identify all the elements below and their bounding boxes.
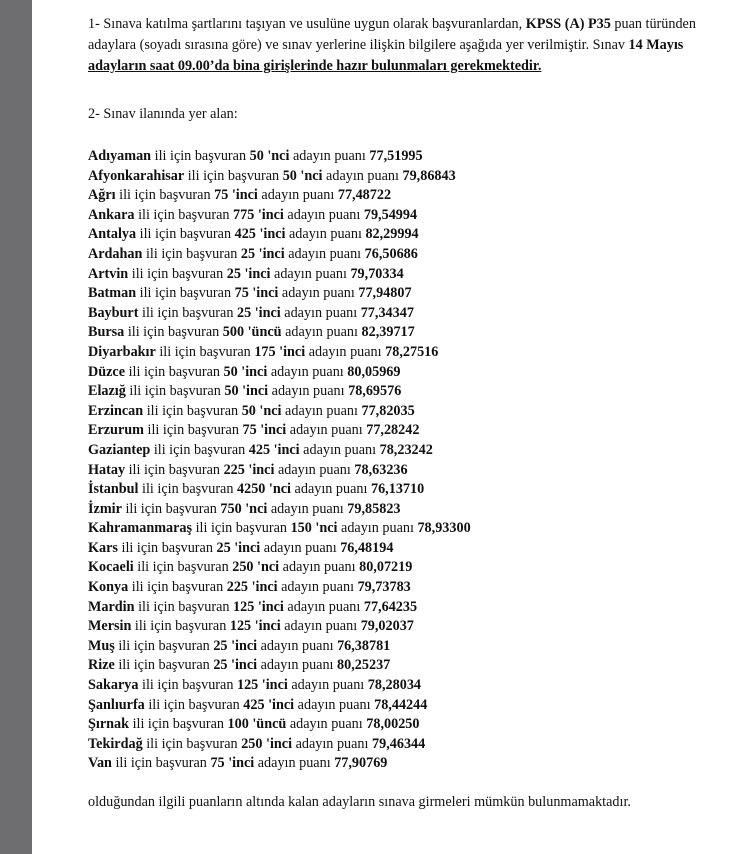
list-item: Ağrı ili için başvuran 75 'inci adayın puanı 77,48722 <box>88 187 392 204</box>
cutoff-score: 82,29994 <box>365 226 419 243</box>
list-item: Tekirdağ ili için başvuran 250 'inci adayın puanı 79,46344 <box>88 735 426 752</box>
cutoff-score: 77,94807 <box>358 285 412 302</box>
list-item: Şırnak ili için başvuran 100 'üncü adayın puanı 78,00250 <box>88 716 420 733</box>
cutoff-score: 76,38781 <box>337 637 391 654</box>
candidate-rank: 100 'üncü <box>227 716 287 733</box>
candidate-rank: 150 'nci <box>290 520 338 537</box>
city-name: Kars <box>88 539 118 556</box>
list-item: İstanbul ili için başvuran 4250 'nci adayın puanı 76,13710 <box>88 481 425 498</box>
candidate-rank: 50 'nci <box>282 167 323 184</box>
list-item: Konya ili için başvuran 225 'inci adayın puanı 79,73783 <box>88 579 411 596</box>
city-name: İstanbul <box>88 481 139 498</box>
city-name: Kocaeli <box>88 559 134 576</box>
candidate-rank: 425 'inci <box>243 696 295 713</box>
candidate-rank: 25 'inci <box>213 657 258 674</box>
city-name: Diyarbakır <box>88 343 156 360</box>
city-name: Tekirdağ <box>88 735 143 752</box>
list-item: Erzurum ili için başvuran 75 'inci adayın puanı 77,28242 <box>88 422 420 439</box>
candidate-rank: 25 'inci <box>240 245 285 262</box>
list-item: Van ili için başvuran 75 'inci adayın puanı 77,90769 <box>88 755 388 772</box>
city-name: Van <box>88 755 112 772</box>
city-name: Ankara <box>88 206 135 223</box>
list-item: Hatay ili için başvuran 225 'inci adayın puanı 78,63236 <box>88 461 408 478</box>
list-item: Artvin ili için başvuran 25 'inci adayın puanı 79,70334 <box>88 265 404 282</box>
list-item: Kars ili için başvuran 25 'inci adayın puanı 76,48194 <box>88 539 394 556</box>
candidate-rank: 250 'nci <box>232 559 280 576</box>
list-item: Şanlıurfa ili için başvuran 425 'inci adayın puanı 78,44244 <box>88 696 428 713</box>
attendance-notice: adayların saat 09.00’da bina girişlerinde hazır bulunmaları gerekmektedir. <box>88 58 542 74</box>
cutoff-score: 78,44244 <box>374 696 428 713</box>
list-item: Ardahan ili için başvuran 25 'inci adayın puanı 76,50686 <box>88 245 418 262</box>
city-name: Şırnak <box>88 716 130 733</box>
list-item: Erzincan ili için başvuran 50 'nci adayın puanı 77,82035 <box>88 402 415 419</box>
candidate-rank: 425 'inci <box>248 441 300 458</box>
cutoff-score: 78,28034 <box>367 677 421 694</box>
cutoff-score: 79,86843 <box>402 167 456 184</box>
candidate-rank: 500 'üncü <box>222 324 282 341</box>
candidate-rank: 50 'inci <box>223 363 268 380</box>
candidate-rank: 175 'inci <box>254 343 306 360</box>
cutoff-score: 77,34347 <box>360 304 414 321</box>
list-item: Batman ili için başvuran 75 'inci adayın puanı 77,94807 <box>88 285 412 302</box>
cutoff-score: 77,48722 <box>337 187 392 204</box>
candidate-rank: 75 'inci <box>214 187 258 204</box>
cutoff-score: 76,48194 <box>340 539 394 556</box>
city-name: Ardahan <box>88 245 143 262</box>
cutoff-score: 80,25237 <box>337 657 391 674</box>
candidate-rank: 25 'inci <box>226 265 271 282</box>
candidate-rank: 125 'inci <box>236 677 288 694</box>
cutoff-score: 77,64235 <box>363 598 418 615</box>
candidate-rank: 425 'inci <box>234 226 286 243</box>
city-name: İzmir <box>88 500 122 517</box>
city-name: Hatay <box>88 461 126 478</box>
list-item: Ankara ili için başvuran 775 'inci adayın puanı 79,54994 <box>88 206 418 223</box>
list-item: Bursa ili için başvuran 500 'üncü adayın puanı 82,39717 <box>88 324 415 341</box>
cutoff-score: 80,05969 <box>347 363 401 380</box>
candidate-rank: 775 'inci <box>233 206 284 223</box>
exam-date: 14 Mayıs <box>628 37 684 53</box>
candidate-rank: 4250 'nci <box>237 481 291 498</box>
city-name: Ağrı <box>88 187 116 204</box>
list-item: İzmir ili için başvuran 750 'nci adayın puanı 79,85823 <box>88 500 401 517</box>
candidate-rank: 125 'inci <box>233 598 284 615</box>
list-item: Antalya ili için başvuran 425 'inci adayın puanı 82,29994 <box>88 226 419 243</box>
city-name: Adıyaman <box>88 148 152 164</box>
candidate-rank: 225 'inci <box>223 461 275 478</box>
cutoff-score: 78,69576 <box>348 383 402 400</box>
city-name: Rize <box>88 657 115 674</box>
candidate-rank: 25 'inci <box>236 304 281 321</box>
cutoff-score: 79,73783 <box>357 579 411 596</box>
cutoff-score: 78,27516 <box>385 343 439 360</box>
city-name: Gaziantep <box>88 441 151 458</box>
city-name: Artvin <box>88 265 129 282</box>
document-body <box>88 14 749 810</box>
list-item: Kocaeli ili için başvuran 250 'nci adayın puanı 80,07219 <box>88 559 413 576</box>
city-name: Mardin <box>88 598 135 615</box>
list-item: Gaziantep ili için başvuran 425 'inci adayın puanı 78,23242 <box>88 441 433 458</box>
city-name: Muş <box>88 637 115 654</box>
cutoff-score: 77,82035 <box>361 402 415 419</box>
exam-type: KPSS (A) P35 <box>525 16 611 32</box>
cutoff-score: 79,02037 <box>360 618 414 635</box>
candidate-rank: 750 'nci <box>220 500 268 517</box>
cutoff-score: 82,39717 <box>361 324 415 341</box>
cutoff-score: 78,00250 <box>366 716 420 733</box>
list-item: Afyonkarahisar ili için başvuran 50 'nci adayın puanı 79,86843 <box>88 167 456 184</box>
city-name: Antalya <box>88 226 137 243</box>
candidate-rank: 50 'nci <box>241 402 282 419</box>
city-name: Mersin <box>88 618 132 635</box>
list-item: Mardin ili için başvuran 125 'inci adayın puanı 77,64235 <box>88 598 418 615</box>
city-name: Elazığ <box>88 383 126 400</box>
city-name: Afyonkarahisar <box>88 167 185 184</box>
cutoff-score: 78,63236 <box>354 461 408 478</box>
cutoff-score: 78,93300 <box>417 520 471 537</box>
cutoff-score: 78,23242 <box>379 441 433 458</box>
scan-edge-strip <box>0 0 32 854</box>
candidate-rank: 225 'inci <box>226 579 278 596</box>
candidate-rank: 125 'inci <box>229 618 281 635</box>
paragraph-2-heading: 2- Sınav ilanında yer alan: <box>88 106 238 122</box>
cutoff-score: 79,46344 <box>372 735 426 752</box>
city-name: Şanlıurfa <box>88 696 145 713</box>
cutoff-score: 79,70334 <box>350 265 404 282</box>
candidate-rank: 75 'inci <box>210 755 255 772</box>
cutoff-score: 80,07219 <box>359 559 413 576</box>
city-name: Sakarya <box>88 677 139 694</box>
city-name: Bursa <box>88 324 125 341</box>
list-item: Sakarya ili için başvuran 125 'inci adayın puanı 78,28034 <box>88 677 421 694</box>
candidate-rank: 25 'inci <box>213 637 258 654</box>
list-item: Kahramanmaraş ili için başvuran 150 'nci adayın puanı 78,93300 <box>88 520 471 537</box>
list-item: Diyarbakır ili için başvuran 175 'inci adayın puanı 78,27516 <box>88 343 439 360</box>
list-item: Muş ili için başvuran 25 'inci adayın puanı 76,38781 <box>88 637 391 654</box>
paragraph-1: 1- Sınava katılma şartlarını taşıyan ve usulüne uygun olarak başvuranlardan, KPSS (A) P35 puan türünden adaylara (soyadı sırasına göre) ve sınav yerlerine ilişkin bilgilere aşağıda yer verilmiştir. Sınav 14 Mayıs adayların saat 09.00’da bina girişlerinde hazır bulunmaları gerekmektedir. <box>88 16 696 74</box>
list-item: Rize ili için başvuran 25 'inci adayın puanı 80,25237 <box>88 657 391 674</box>
cutoff-score: 79,85823 <box>347 500 401 517</box>
candidate-rank: 250 'inci <box>241 735 293 752</box>
cutoff-score: 77,28242 <box>366 422 420 439</box>
city-name: Kahramanmaraş <box>88 520 193 537</box>
list-item: Bayburt ili için başvuran 25 'inci adayın puanı 77,34347 <box>88 304 414 321</box>
city-name: Erzincan <box>88 402 144 419</box>
list-item: Adıyaman ili için başvuran 50 'nci adayın puanı 77,51995 <box>88 148 423 164</box>
candidate-rank: 25 'inci <box>216 539 261 556</box>
cutoff-score: 76,13710 <box>370 481 425 498</box>
candidate-rank: 50 'inci <box>224 383 269 400</box>
candidate-rank: 75 'inci <box>242 422 287 439</box>
score-list <box>88 147 471 774</box>
cutoff-score: 76,50686 <box>364 245 418 262</box>
list-item: Mersin ili için başvuran 125 'inci adayın puanı 79,02037 <box>88 618 414 635</box>
cutoff-score: 77,90769 <box>334 755 388 772</box>
city-name: Erzurum <box>88 422 144 439</box>
cutoff-score: 79,54994 <box>363 206 418 223</box>
city-name: Düzce <box>88 363 126 380</box>
candidate-rank: 50 'nci <box>249 148 290 164</box>
city-name: Batman <box>88 285 137 302</box>
city-name: Bayburt <box>88 304 139 321</box>
cutoff-score: 77,51995 <box>369 148 423 164</box>
closing-sentence: olduğundan ilgili puanların altında kalan adayların sınava girmeleri mümkün bulunmamaktadır. <box>88 794 631 810</box>
candidate-rank: 75 'inci <box>234 285 279 302</box>
list-item: Düzce ili için başvuran 50 'inci adayın puanı 80,05969 <box>88 363 401 380</box>
city-name: Konya <box>88 579 129 596</box>
list-item: Elazığ ili için başvuran 50 'inci adayın puanı 78,69576 <box>88 383 402 400</box>
